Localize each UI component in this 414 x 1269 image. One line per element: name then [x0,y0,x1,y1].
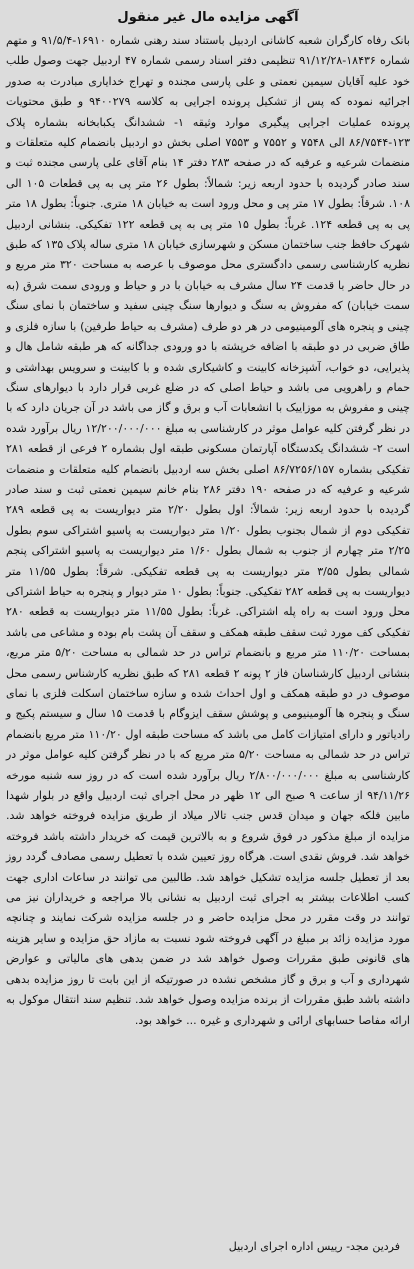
notice-title: آگهی مزایده مال غیر منقول [117,10,299,25]
notice-signature: فردین مجد- رییس اداره اجرای اردبیل [228,1240,400,1253]
notice-body: بانک رفاه کارگران شعبه کاشانی اردبیل باستناد سند رهنی شماره ۱۶۹۱۰-۹۱/۵/۴ و متهم شماره ۱۸۴۳۶-۹۱/۱۲/۲۸ تنظیمی دفتر اسناد رسمی شماره ۴۷ اردبیل جهت وصول طلب خود علیه آقایان سیمین نعمتی و علی پارسی مجنده و تهراج خدایاری مبادرت به صدور اجرائیه نموده که پس از تشکیل پرونده اجرایی به کلاسه ۹۴۰۰۲۷۹ و طبق محتویات پرونده عملیات اجرایی پیگیری موارد وثیقه ۱- ششدانگ یکبابخانه بشماره پلاک ۱۲۳-۸۶/۷۵۴۴ الی ۷۵۴۸ و ۷۵۵۲ و ۷۵۵۳ اصلی بخش دو اردبیل بانضمام کلیه متعلقات و منضمات شرعیه و عرفیه که در صفحه ۲۸۳ دفتر ۱۴ بنام آقای علی پارسی مجنده ثبت و سند صادر گردیده با حدود اربعه زیر: شمالاً: بطول ۲۶ متر پی به پی قطعات ۱۰۵ الی ۱۰۸. شرقاً: بطول ۱۷ متر پی و محل ورود است به خیابان ۱۸ متری. جنوباً: بطول ۱۸ متر پی به پی قطعه ۱۲۴. غرباً: بطول ۱۵ متر پی به پی قطعه ۱۲۲ تفکیکی. بنشانی اردبیل شهرک حافظ جنب ساختمان مسکن و شهرسازی خیابان ۱۸ متری ساله پلاک ۱۳۵ که طبق نظریه کارشناسی رسمی دادگستری محل موصوف با عرصه به مساحت ۳۲۰ متر مربع و در حال حاضر با قدمت ۲۴ سال مشرف به خیابان با در و حیاط و ورودی سمت شرق (به سمت خیابان) که مفروش به سنگ و دیوارها سنگ چینی سفید و ساختمان با نمای سنگ چینی و پنجره های آلومینیومی در هر دو طرف (مشرف به حیاط طرفین) با سازه فلزی و طاق ضربی در دو طبقه با اضافه خرپشته با دو ورودی جداگانه که هر طبقه شامل هال و پذیرایی، دو خواب، آشپزخانه کابینت و کاشیکاری شده و با کابینت و سرویس بهداشتی و حمام و راهرویی می باشد و حیاط اصلی که در ضلع غربی قرار دارد با دیوارهای سنگ چینی و مفروش به موزاییک با انشعابات آب و برق و گاز می باشد در آن جریان دارد که با در نظر گرفتن کلیه عوامل موثر در کارشناسی به مبلغ ۱۲/۲۰۰/۰۰۰/۰۰۰ ریال برآورد شده است ۲- ششدانگ یکدستگاه آپارتمان مسکونی طبقه اول بشماره ۲ فرعی از قطعه ۲۸۱ تفکیکی بشماره ۸۶/۷۲۵۶/۱۵۷ اصلی بخش سه اردبیل بانضمام کلیه متعلقات و منضمات شرعیه و عرفیه که در صفحه ۱۹۰ دفتر ۲۸۶ بنام خانم سیمین نعمتی ثبت و سند صادر گردیده با حدود اربعه زیر: شمالاً: اول بطول ۲/۲۰ متر دیواریست به پی قطعه ۲۸۹ تفکیکی دوم از شمال بجنوب بطول ۱/۲۰ متر دیواریست به پاسیو اشتراکی سوم بطول ۲/۲۵ متر چهارم از جنوب به شمال بطول ۱/۶۰ متر دیواریست به پاسیو اشتراکی پنجم شمالی بطول ۳/۵۵ متر دیواریست به پی قطعه تفکیکی. شرقاً: بطول ۱۱/۵۵ متر دیواریست به پی قطعه ۲۸۲ تفکیکی. جنوباً: بطول ۱۰ متر دیوار و پنجره به حیاط اشتراکی محل ورود است به راه پله اشتراکی. غرباً: بطول ۱۱/۵۵ متر دیواریست به قطعه ۲۸۰ تفکیکی کف مورد ثبت سقف طبقه همکف و سقف آن پشت بام بوده و مشاعی می باشد بمساحت ۱۱۰/۲۰ متر مربع و بانضمام تراس در حد شمالی به مساحت ۵/۲۰ متر مربع، بنشانی اردبیل کارشناسان فاز ۲ پونه ۲ قطعه ۲۸۱ که طبق نظریه کارشناس رسمی محل موصوف در دو طبقه همکف و اول احداث شده و سازه ساختمان اسکلت فلزی با نمای سنگ و پنجره ها آلومینیومی و پوشش سقف ایزوگام با قدمت ۱۵ سال و سیستم پکیج و رادیاتور و دارای امتیازات کامل می باشد که مساحت طبقه اول ۱۱۰/۲۰ متر مربع بانضمام تراس در حد شمالی به مساحت ۵/۲۰ متر مربع که با در نظر گرفتن کلیه عوامل موثر در کارشناسی به مبلغ ۲/۸۰۰/۰۰۰/۰۰۰ ریال برآورد شده است که در روز سه شنبه مورخه ۹۴/۱۱/۲۶ از ساعت ۹ صبح الی ۱۲ ظهر در محل اجرای ثبت اردبیل واقع در بلوار شهدا مابین فلکه جهان و میدان قدس جنب تالار میلاد از طریق مزایده فروخته خواهد شد. مزایده از مبلغ مذکور در فوق شروع و به بالاترین قیمت که خریدار داشته باشد فروخته خواهد شد. فروش نقدی است. هرگاه روز تعیین شده با تعطیل رسمی مصادف گردد روز بعد از تعطیل جلسه مزایده تشکیل خواهد شد. طالبین می توانند در ساعات اداری جهت کسب اطلاعات بیشتر به اجرای ثبت اردبیل به نشانی بالا مراجعه و خریداران نیز می توانند در وقت مقرر در محل مزایده حاضر و در جلسه مزایده شرکت نمایند و چنانچه مورد مزایده زائد بر مبلغ در آگهی فروخته شود نسبت به مازاد حق مزایده و سایر هزینه های قانونی طبق مقررات وصول خواهد شد در ضمن بدهی های مالیاتی و عوارض شهرداری و آب و برق و گاز مشخص نشده در صورتیکه از این بابت تا روز مزایده بدهی داشته باشد طبق مقررات از برنده مزایده وصول خواهد شد. تنظیم سند انتقال موکول به ارائه مفاصا حسابهای ارائی و شهرداری و غیره ... خواهد بود. [6,34,411,1027]
